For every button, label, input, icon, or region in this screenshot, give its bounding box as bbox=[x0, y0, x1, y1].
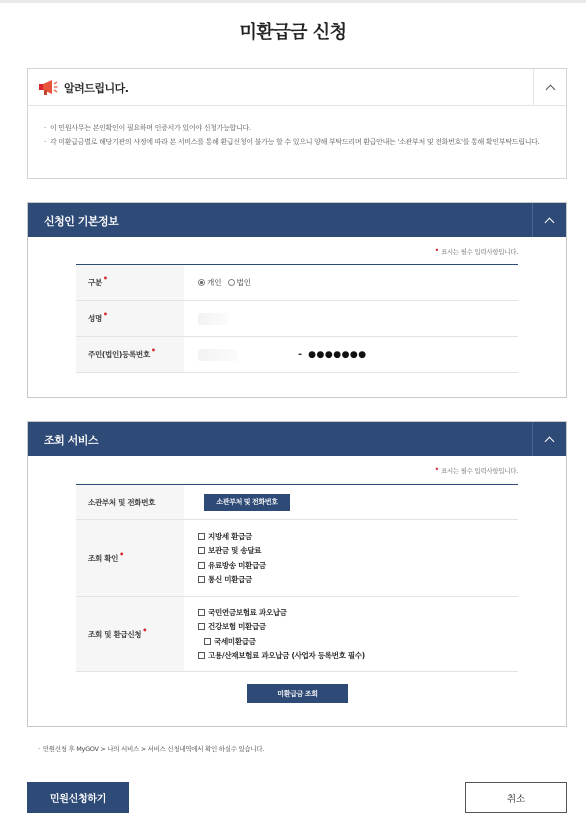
id-label: 주민(법인)등록번호 bbox=[88, 350, 150, 359]
id-front-field[interactable] bbox=[198, 349, 238, 361]
applicant-info-title: 신청인 기본정보 bbox=[44, 215, 119, 228]
field-label bbox=[76, 265, 184, 300]
radio-circle bbox=[228, 279, 235, 286]
table-row bbox=[76, 485, 518, 520]
checkbox-telecom[interactable] bbox=[198, 573, 252, 588]
table-row bbox=[76, 520, 518, 597]
required-dot: • bbox=[102, 274, 108, 283]
table-row bbox=[76, 265, 518, 301]
table-row bbox=[76, 301, 518, 337]
radio-label: 법인 bbox=[236, 278, 251, 287]
radio-label: 개인 bbox=[207, 278, 222, 287]
notice-panel bbox=[27, 68, 567, 179]
required-dot: • bbox=[102, 310, 108, 319]
checkbox-national-pension[interactable] bbox=[198, 605, 287, 620]
inquiry-service-title: 조회 서비스 bbox=[44, 434, 98, 447]
notice-title: 알려드립니다. bbox=[64, 82, 129, 95]
notice-list bbox=[28, 106, 566, 148]
field-label bbox=[76, 597, 184, 671]
checkbox-label: 지방세 환급금 bbox=[208, 531, 252, 541]
page-title: 미환급금 신청 bbox=[239, 22, 347, 43]
checkbox-box bbox=[198, 652, 205, 659]
check-list bbox=[184, 520, 518, 596]
required-dot: • bbox=[142, 625, 148, 635]
checkbox-national-tax[interactable] bbox=[204, 634, 256, 649]
applicant-collapse-button[interactable] bbox=[532, 203, 566, 237]
checkbox-health-insurance[interactable] bbox=[198, 620, 266, 635]
field-label bbox=[76, 301, 184, 336]
required-dot: • bbox=[119, 549, 124, 559]
id-masked-suffix: ●●●●●●● bbox=[308, 349, 367, 360]
required-note bbox=[435, 246, 518, 256]
name-value bbox=[184, 301, 518, 336]
dept-label: 소관부처 및 전화번호 bbox=[88, 497, 156, 507]
radio-circle-checked bbox=[198, 279, 205, 286]
notice-collapse-button[interactable] bbox=[533, 69, 566, 105]
checkbox-deposit[interactable] bbox=[198, 544, 261, 559]
required-dot: • bbox=[434, 465, 439, 474]
applicant-form-table bbox=[76, 264, 518, 373]
required-note-text: 표시는 필수 입력사항입니다. bbox=[440, 467, 518, 475]
inquiry-collapse-button[interactable] bbox=[532, 422, 566, 456]
checkbox-box bbox=[198, 547, 205, 554]
megaphone-icon bbox=[38, 79, 58, 96]
cancel-button[interactable]: 취소 bbox=[465, 782, 567, 813]
inquiry-service-panel bbox=[27, 421, 567, 727]
checkbox-box bbox=[198, 609, 205, 616]
table-row bbox=[76, 597, 518, 672]
type-radio-group bbox=[184, 265, 518, 300]
checkbox-local-tax[interactable] bbox=[198, 529, 252, 544]
checkbox-label: 유료방송 미환급금 bbox=[208, 560, 266, 570]
refund-list bbox=[184, 597, 518, 671]
checkbox-box bbox=[198, 623, 205, 630]
top-divider bbox=[0, 0, 586, 3]
checkbox-box bbox=[198, 562, 205, 569]
type-label: 구분 bbox=[88, 278, 102, 287]
checkbox-box bbox=[204, 638, 211, 645]
notice-item: · 이 민원사무는 본인확인이 필요하며 인증서가 있어야 신청가능합니다. bbox=[46, 122, 552, 134]
applicant-info-panel bbox=[27, 202, 567, 398]
field-label bbox=[76, 520, 184, 596]
checkbox-box bbox=[198, 533, 205, 540]
checkbox-paid-broadcast[interactable] bbox=[198, 558, 266, 573]
applicant-info-header bbox=[28, 203, 566, 237]
dept-phone-button[interactable]: 소관부처 및 전화번호 bbox=[204, 494, 290, 511]
field-label bbox=[76, 337, 184, 372]
check-label: 조회 확인 bbox=[88, 553, 119, 563]
chevron-up-icon bbox=[545, 84, 555, 94]
search-refund-button[interactable]: 미환급금 조회 bbox=[247, 684, 348, 703]
checkbox-employment-insurance[interactable] bbox=[198, 649, 365, 664]
chevron-up-icon bbox=[545, 217, 555, 227]
notice-header bbox=[28, 69, 566, 106]
checkbox-label: 건강보험 미환급금 bbox=[208, 622, 266, 632]
id-dash: - bbox=[298, 349, 303, 360]
submit-application-button[interactable]: 민원신청하기 bbox=[27, 782, 129, 813]
refund-label: 조회 및 환급신청 bbox=[88, 629, 142, 639]
checkbox-box bbox=[198, 576, 205, 583]
checkbox-label: 국세미환급금 bbox=[214, 636, 256, 646]
radio-individual[interactable] bbox=[198, 277, 222, 288]
checkbox-label: 고용/산재보험료 과오납금 (사업자 등록번호 필수) bbox=[208, 651, 365, 661]
required-note bbox=[435, 465, 518, 475]
field-label bbox=[76, 485, 184, 519]
dept-value bbox=[184, 485, 518, 519]
chevron-up-icon bbox=[545, 436, 555, 446]
name-field[interactable] bbox=[198, 313, 228, 325]
radio-corporation[interactable] bbox=[228, 277, 252, 288]
required-dot: • bbox=[150, 346, 156, 355]
inquiry-form-table bbox=[76, 484, 518, 672]
id-value bbox=[184, 337, 518, 372]
footnote: · 민원신청 후 MyGOV > 나의 서비스 > 서비스 신청내역에서 확인 하실수 있습니다. bbox=[38, 744, 264, 753]
required-dot: • bbox=[434, 246, 439, 255]
notice-item: · 각 미환급금별로 해당기관의 사정에 따라 본 서비스를 통해 환급신청이 불가능 할 수 있으니 양해 부탁드리며 환급안내는 '소관부처 및 전화번호'를 통해 확인부탁드립니다. bbox=[46, 136, 552, 148]
checkbox-label: 국민연금보험료 과오납금 bbox=[208, 607, 287, 617]
inquiry-service-header bbox=[28, 422, 566, 456]
required-note-text: 표시는 필수 입력사항입니다. bbox=[440, 248, 518, 256]
checkbox-label: 보관금 및 송달료 bbox=[208, 546, 262, 556]
name-label: 성명 bbox=[88, 314, 102, 323]
table-row bbox=[76, 337, 518, 373]
checkbox-label: 통신 미환급금 bbox=[208, 575, 252, 585]
